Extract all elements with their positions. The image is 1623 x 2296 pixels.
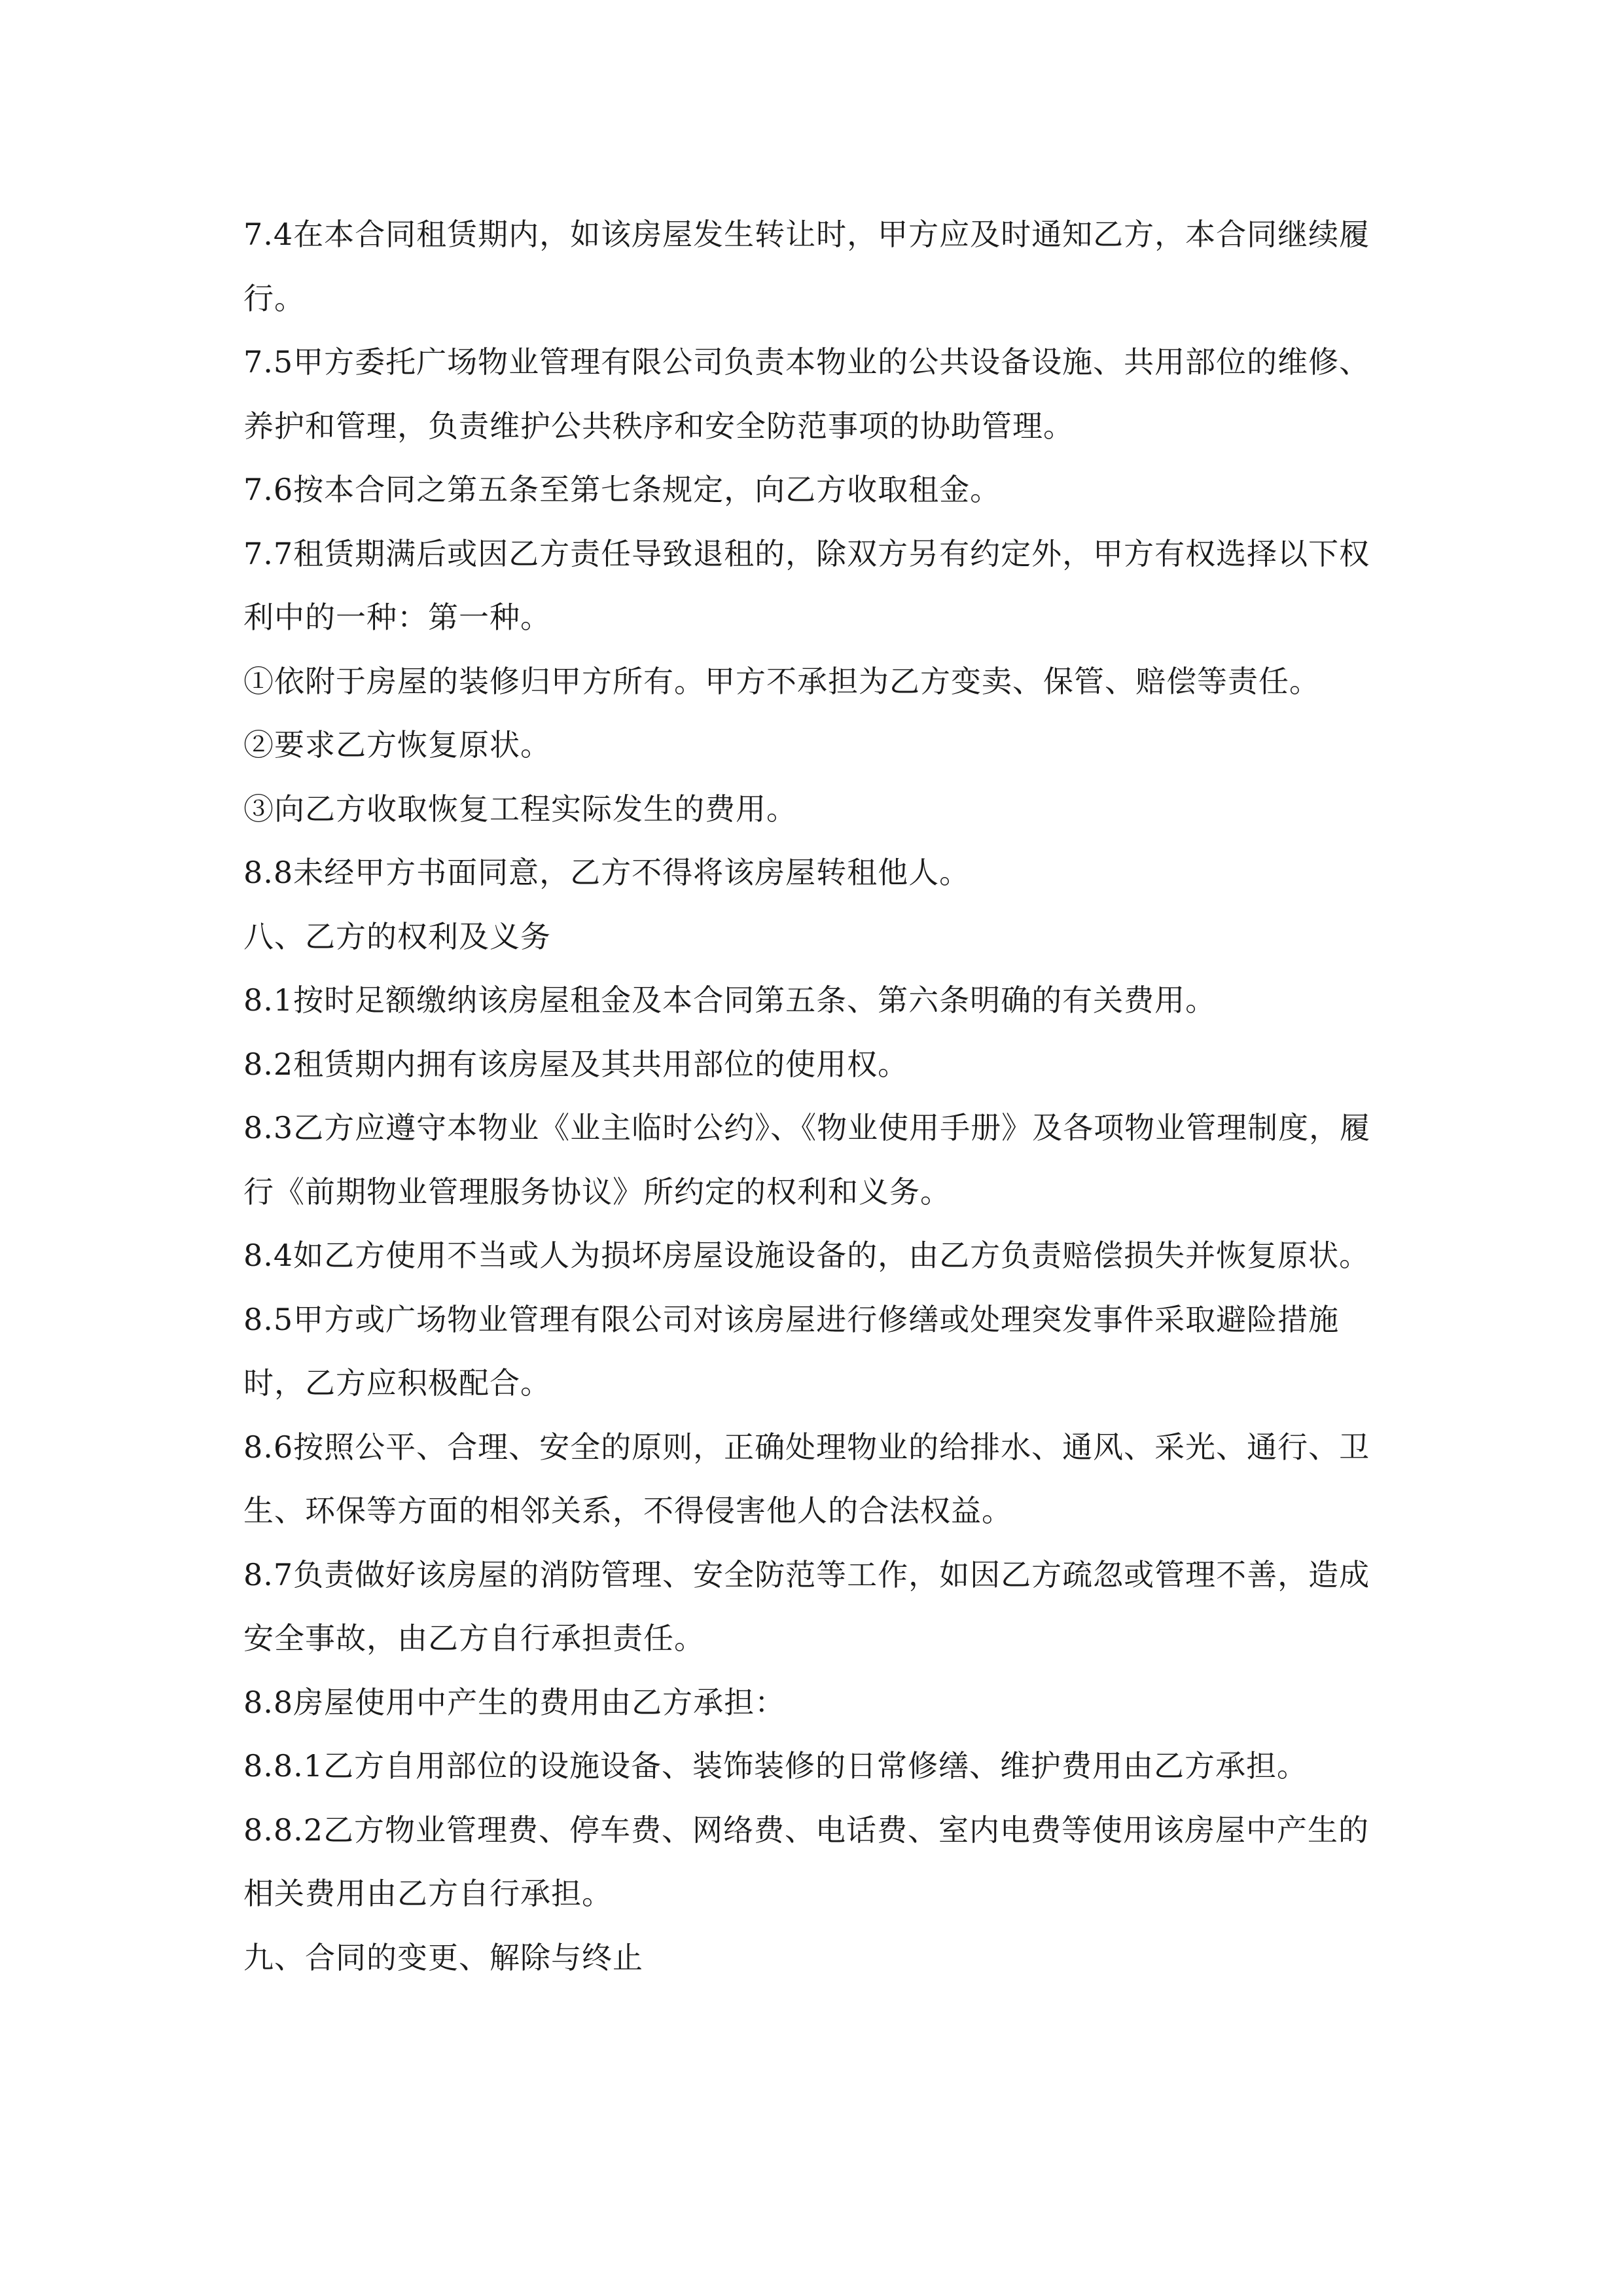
clause-8-8-1: 8.8.1乙方自用部位的设施设备、装饰装修的日常修缮、维护费用由乙方承担。 xyxy=(243,1748,1308,1784)
clause-8-4: 8.4如乙方使用不当或人为损坏房屋设施设备的，由乙方负责赔偿损失并恢复原状。 xyxy=(243,1238,1370,1273)
clause-7-6: 7.6按本合同之第五条至第七条规定，向乙方收取租金。 xyxy=(243,472,1001,507)
clause-7-7-option-3: ③向乙方收取恢复工程实际发生的费用。 xyxy=(243,791,797,827)
clause-8-2: 8.2租赁期内拥有该房屋及其共用部位的使用权。 xyxy=(243,1046,909,1082)
clause-7-7-option-1: ①依附于房屋的装修归甲方所有。甲方不承担为乙方变卖、保管、赔偿等责任。 xyxy=(243,663,1320,699)
contract-body xyxy=(243,203,1395,1990)
clause-8-5: 8.5甲方或广场物业管理有限公司对该房屋进行修缮或处理突发事件采取避险措施时，乙方应积极配合。 xyxy=(243,1301,1340,1401)
clause-8-7: 8.7负责做好该房屋的消防管理、安全防范等工作，如因乙方疏忽或管理不善，造成安全事故，由乙方自行承担责任。 xyxy=(243,1556,1370,1656)
clause-7-7-option-2: ②要求乙方恢复原状。 xyxy=(243,727,551,762)
clause-7-7: 7.7租赁期满后或因乙方责任导致退租的，除双方另有约定外，甲方有权选择以下权利中的一种：第一种。 xyxy=(243,535,1370,635)
clause-8-8-2: 8.8.2乙方物业管理费、停车费、网络费、电话费、室内电费等使用该房屋中产生的相关费用由乙方自行承担。 xyxy=(243,1812,1370,1911)
clause-8-8: 8.8房屋使用中产生的费用由乙方承担： xyxy=(243,1684,786,1720)
section-heading-9: 九、合同的变更、解除与终止 xyxy=(243,1939,643,1975)
section-heading-8: 八、乙方的权利及义务 xyxy=(243,918,551,954)
clause-8-6: 8.6按照公平、合理、安全的原则，正确处理物业的给排水、通风、采光、通行、卫生、环保等方面的相邻关系，不得侵害他人的合法权益。 xyxy=(243,1429,1370,1528)
clause-7-8: 8.8未经甲方书面同意，乙方不得将该房屋转租他人。 xyxy=(243,855,971,890)
clause-7-4: 7.4在本合同租赁期内，如该房屋发生转让时，甲方应及时通知乙方，本合同继续履行。 xyxy=(243,217,1370,316)
clause-8-1: 8.1按时足额缴纳该房屋租金及本合同第五条、第六条明确的有关费用。 xyxy=(243,982,1217,1018)
clause-8-3: 8.3乙方应遵守本物业《业主临时公约》、《物业使用手册》及各项物业管理制度，履行《前期物业管理服务协议》所约定的权利和义务。 xyxy=(243,1110,1371,1210)
clause-7-5: 7.5甲方委托广场物业管理有限公司负责本物业的公共设备设施、共用部位的维修、养护和管理，负责维护公共秩序和安全防范事项的协助管理。 xyxy=(243,344,1370,444)
